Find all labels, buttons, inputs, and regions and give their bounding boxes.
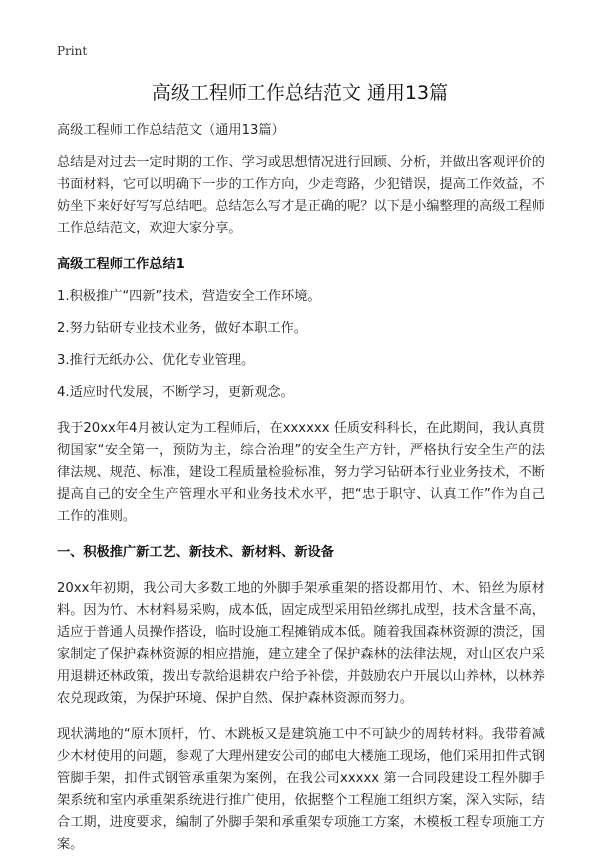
list-item: 1.积极推广“四新”技术，营造安全工作环境。 <box>57 289 321 304</box>
document-body <box>57 120 545 856</box>
document-subtitle: 高级工程师工作总结范文（通用13篇） <box>57 123 285 138</box>
list-item: 3.推行无纸办公、优化专业管理。 <box>57 353 255 368</box>
status-paragraph: 现状满地的“原木顶杆，竹、木跳板又是建筑施工中不可缺少的周转材料。我带着减少木材使用的问题，参观了大理州建安公司的邮电大楼施工现场，他们采用扣件式钢管脚手架，扣件式钢管承重架为案例，在我公司xxxxx 第一合同段建设工程外脚手架系统和室内承重架系统进行推广使用，依据整个工程施工组织方案，深入实际，结合工期，进度要求，编制了外脚手架和承重架专项施工方案，木模板工程专项施工方案。 <box>57 727 545 852</box>
section-heading-summary-1: 高级工程师工作总结1 <box>57 257 185 272</box>
intro-paragraph: 总结是对过去一定时期的工作、学习或思想情况进行回顾、分析，并做出客观评价的书面材料，它可以明确下一步的工作方向，少走弯路，少犯错误，提高工作效益，不妨坐下来好好写写总结吧。总结怎么写才是正确的呢？以下是小编整理的高级工程师工作总结范文，欢迎大家分享。 <box>57 155 545 236</box>
page-title: 高级工程师工作总结范文 通用13篇 <box>151 82 449 104</box>
scaffold-paragraph: 20xx年初期，我公司大多数工地的外脚手架承重架的搭设都用竹、木、铅丝为原材料。因为竹、木材料易采购，成本低，固定成型采用铅丝绑扎成型，技术含量不高，适应于普通人员操作搭设，临时设施工程摊销成本低。随着我国森林资源的溃泛，国家制定了保护森林资源的相应措施，建立建全了保护森林的法律法规，对山区农户采用退耕还林政策，拨出专款给退耕农户给予补偿，并鼓励农户开展以山养林，以林养农兑现政策，为保护环境、保护自然、保护森林资源而努力。 <box>57 581 545 706</box>
list-item: 4.适应时代发展，不断学习，更新观念。 <box>57 385 294 400</box>
appointment-paragraph: 我于20xx年4月被认定为工程师后，在xxxxxx 任质安科科长，在此期间，我认真贯彻国家“安全第一，预防为主，综合治理”的安全生产方针，严格执行安全生产的法律法规、规范、标准，建设工程质量检验标准，努力学习钻研本行业业务技术，不断提高自己的安全生产管理水平和业务技术水平，把“忠于职守、认真工作”作为自己工作的准则。 <box>57 421 545 524</box>
section-heading-new-tech: 一、积极推广新工艺、新技术、新材料、新设备 <box>57 545 334 560</box>
list-item: 2.努力钻研专业技术业务，做好本职工作。 <box>57 321 307 336</box>
print-link[interactable]: Print <box>57 44 88 58</box>
